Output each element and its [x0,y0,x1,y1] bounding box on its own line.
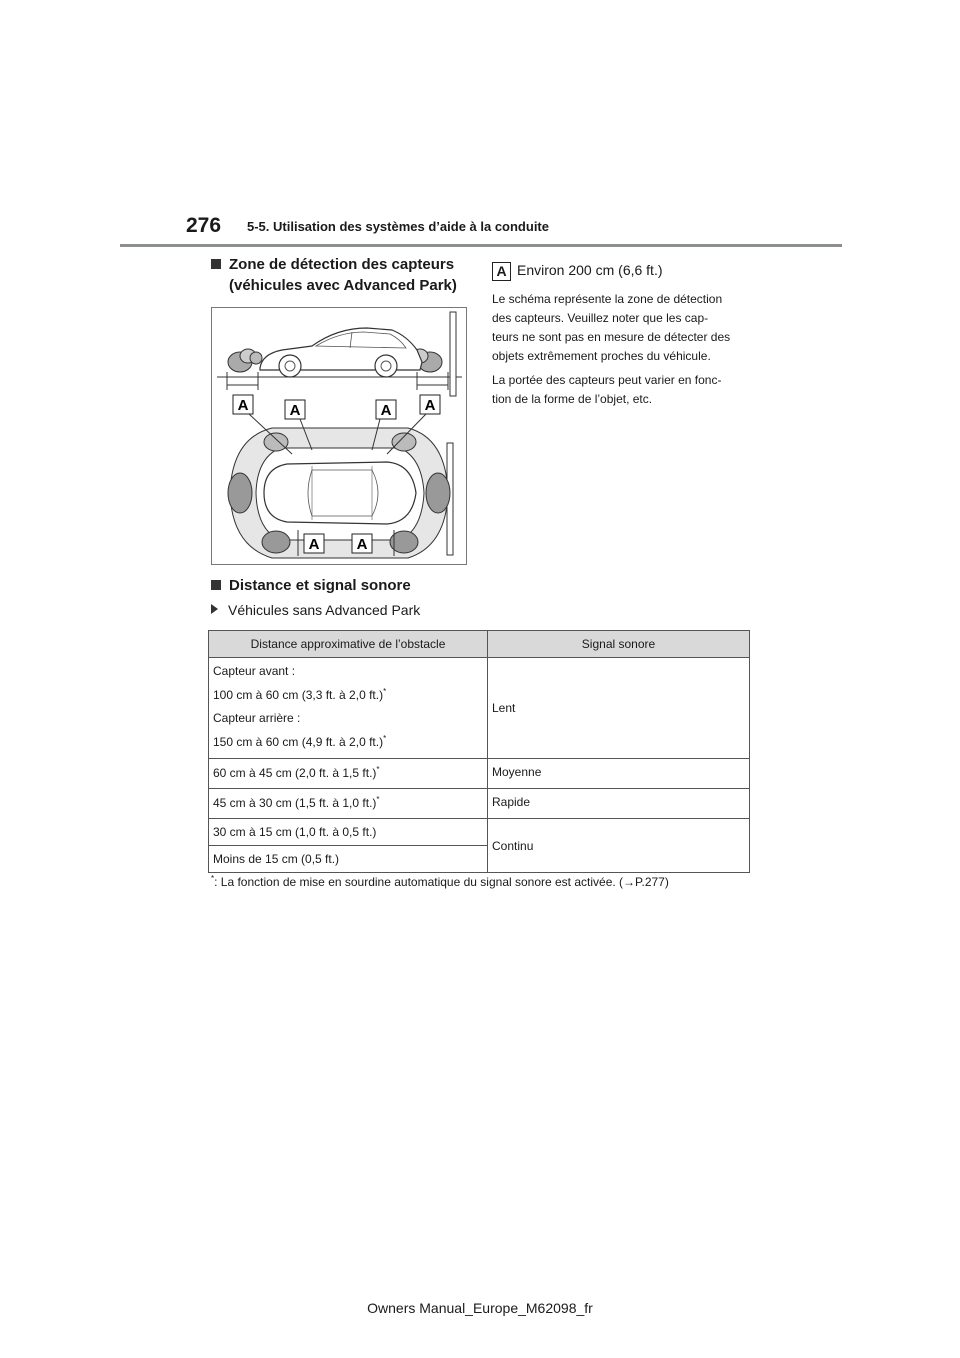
label-a-box: A [492,262,511,281]
legend-a [492,262,663,281]
header-rule [120,244,842,247]
table-cell: Lent [488,658,750,759]
table-row [209,658,750,759]
table-cell: Moins de 15 cm (0,5 ft.) [209,846,488,873]
table-cell: Moyenne [488,759,750,789]
square-bullet-icon [211,580,221,590]
distance-heading: Distance et signal sonore [211,575,411,596]
svg-text:A: A [424,397,436,414]
table-header-row [209,631,750,658]
svg-text:A: A [237,397,249,414]
sensor-description: Le schéma représente la zone de détection des capteurs. Veuillez noter que les cap- teurs ne sont pas en mesure de détecter des objets extrêmement proches du véhicule. [492,292,731,363]
triangle-bullet-icon [211,604,218,614]
table-cell: 60 cm à 45 cm (2,0 ft. à 1,5 ft.)* [209,759,488,789]
vehicle-type-subheading: Véhicules sans Advanced Park [211,602,420,618]
sensor-zone-heading: Zone de détection des capteurs (véhicules avec Advanced Park) [211,254,457,296]
table-row [209,819,750,846]
label-a-box [304,534,324,553]
square-bullet-icon [211,259,221,269]
table-cell: Rapide [488,789,750,819]
table-row [209,789,750,819]
label-a-box [285,400,305,419]
footer-document-name: Owners Manual_Europe_M62098_fr [367,1300,593,1316]
table-cell: Continu [488,819,750,873]
table-cell: 30 cm à 15 cm (1,0 ft. à 0,5 ft.) [209,819,488,846]
side-view [217,312,462,419]
footnote: *: La fonction de mise en sourdine automatique du signal sonore est activée. (→P.277) [211,874,669,889]
section-title: 5-5. Utilisation des systèmes d’aide à la conduite [247,219,549,234]
sensor-range-note: La portée des capteurs peut varier en fonc- tion de la forme de l’objet, etc. [492,373,722,406]
column-header: Signal sonore [488,631,750,658]
label-a-box [376,400,396,419]
legend-text: Environ 200 cm (6,6 ft.) [517,262,663,279]
svg-text:A: A [356,536,368,553]
page-number: 276 [186,214,222,237]
distance-signal-table [208,630,750,873]
svg-text:A: A [380,402,392,419]
top-view [228,414,453,558]
table-cell: Capteur avant : 100 cm à 60 cm (3,3 ft. à 2,0 ft.)* Capteur arrière : 150 cm à 60 cm (4,9 ft. à 2,0 ft.)* [209,658,488,759]
svg-text:A: A [308,536,320,553]
table-row [209,759,750,789]
label-a-box [233,395,253,414]
table-cell: 45 cm à 30 cm (1,5 ft. à 1,0 ft.)* [209,789,488,819]
column-header: Distance approximative de l’obstacle [209,631,488,658]
sensor-zone-diagram [211,307,467,565]
svg-text:A: A [289,402,301,419]
label-a-box [352,534,372,553]
label-a-box [420,395,440,414]
